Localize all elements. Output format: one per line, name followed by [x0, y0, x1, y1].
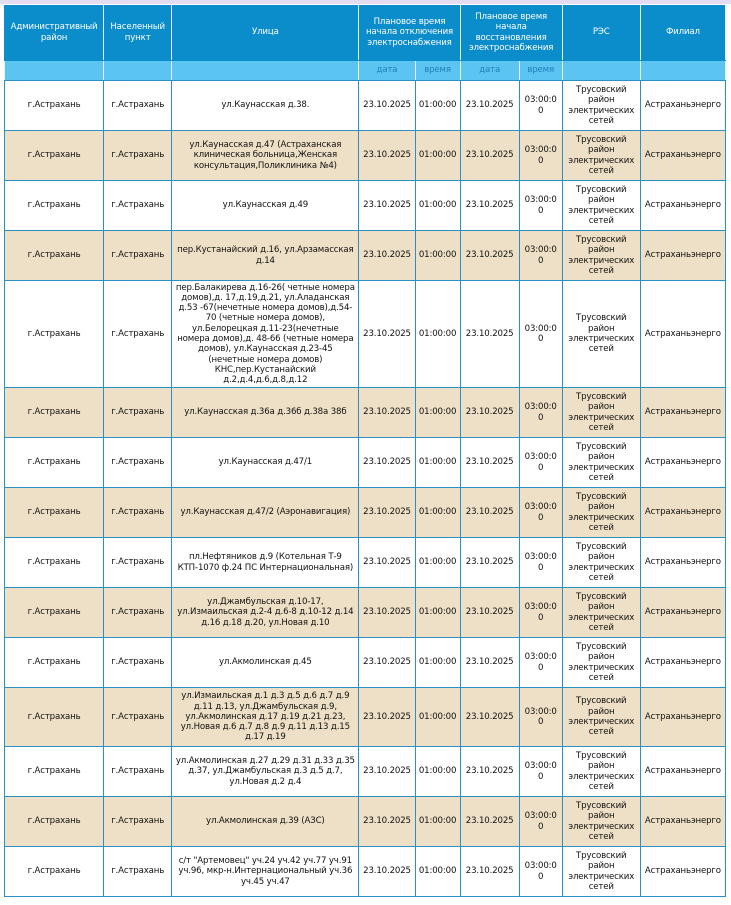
- cell-district: г.Астрахань: [5, 638, 104, 688]
- cell-restore-date: 23.10.2025: [460, 588, 519, 638]
- subheader-empty: [640, 61, 725, 81]
- cell-off-date: 23.10.2025: [359, 281, 415, 388]
- subheader-empty: [172, 61, 359, 81]
- cell-off-date: 23.10.2025: [359, 488, 415, 538]
- cell-district: г.Астрахань: [5, 797, 104, 847]
- cell-restore-time: 03:00:00: [519, 231, 562, 281]
- cell-branch: Астраханьэнерго: [640, 688, 725, 747]
- cell-off-date: 23.10.2025: [359, 231, 415, 281]
- cell-district: г.Астрахань: [5, 488, 104, 538]
- outage-schedule-table: [4, 4, 726, 897]
- cell-settlement: г.Астрахань: [104, 488, 172, 538]
- table-row: [5, 747, 726, 797]
- cell-restore-time: 03:00:00: [519, 747, 562, 797]
- cell-district: г.Астрахань: [5, 231, 104, 281]
- cell-street: ул.Каунасская д.36а д.36б д.38а 38б: [172, 388, 359, 438]
- cell-branch: Астраханьэнерго: [640, 797, 725, 847]
- cell-restore-date: 23.10.2025: [460, 388, 519, 438]
- table-row: [5, 231, 726, 281]
- table-row: [5, 488, 726, 538]
- cell-restore-date: 23.10.2025: [460, 231, 519, 281]
- cell-off-time: 01:00:00: [415, 588, 460, 638]
- cell-street: пер.Балакирева д.16-26( четные номера домов),д. 17,д.19,д.21, ул.Аладанская д.53 -67(нечетные номера домов),д.54-70 (четные номера домов), ул.Белорецкая д.11-23(нечетные номера домов),д. 48-66 (четные номера домов), ул.Каунасская д.23-45 (нечетные номера домов) КНС,пер.Кустанайский д.2,д.4,д.6,д.8,д.12: [172, 281, 359, 388]
- table-body: [5, 81, 726, 897]
- cell-restore-time: 03:00:00: [519, 638, 562, 688]
- cell-res: Трусовский район электрических сетей: [562, 797, 640, 847]
- cell-settlement: г.Астрахань: [104, 231, 172, 281]
- cell-off-time: 01:00:00: [415, 797, 460, 847]
- cell-res: Трусовский район электрических сетей: [562, 131, 640, 181]
- cell-street: ул.Джамбульская д.10-17, ул.Измаильская д.2-4 д.6-8 д.10-12 д.14 д.16 д.18 д.20, ул.Новая д.10: [172, 588, 359, 638]
- cell-res: Трусовский район электрических сетей: [562, 538, 640, 588]
- cell-restore-time: 03:00:00: [519, 131, 562, 181]
- cell-restore-date: 23.10.2025: [460, 688, 519, 747]
- cell-street: ул.Каунасская д.47/1: [172, 438, 359, 488]
- cell-street: ул.Каунасская д.38.: [172, 81, 359, 131]
- cell-off-time: 01:00:00: [415, 131, 460, 181]
- cell-off-date: 23.10.2025: [359, 538, 415, 588]
- header-district: Административный район: [5, 5, 104, 61]
- cell-restore-time: 03:00:00: [519, 688, 562, 747]
- cell-restore-time: 03:00:00: [519, 388, 562, 438]
- cell-branch: Астраханьэнерго: [640, 231, 725, 281]
- cell-settlement: г.Астрахань: [104, 688, 172, 747]
- cell-branch: Астраханьэнерго: [640, 847, 725, 897]
- cell-res: Трусовский район электрических сетей: [562, 847, 640, 897]
- cell-off-date: 23.10.2025: [359, 438, 415, 488]
- cell-branch: Астраханьэнерго: [640, 131, 725, 181]
- cell-district: г.Астрахань: [5, 538, 104, 588]
- cell-street: ул.Каунасская д.49: [172, 181, 359, 231]
- cell-district: г.Астрахань: [5, 438, 104, 488]
- cell-restore-date: 23.10.2025: [460, 638, 519, 688]
- cell-off-time: 01:00:00: [415, 638, 460, 688]
- cell-restore-date: 23.10.2025: [460, 847, 519, 897]
- cell-res: Трусовский район электрических сетей: [562, 488, 640, 538]
- table-row: [5, 438, 726, 488]
- cell-settlement: г.Астрахань: [104, 538, 172, 588]
- cell-restore-date: 23.10.2025: [460, 81, 519, 131]
- cell-res: Трусовский район электрических сетей: [562, 231, 640, 281]
- subheader-empty: [104, 61, 172, 81]
- table-row: [5, 847, 726, 897]
- cell-branch: Астраханьэнерго: [640, 181, 725, 231]
- cell-district: г.Астрахань: [5, 688, 104, 747]
- cell-street: пл.Нефтяников д.9 (Котельная Т-9 КТП-1070 ф.24 ПС Интернациональная): [172, 538, 359, 588]
- cell-off-date: 23.10.2025: [359, 797, 415, 847]
- cell-restore-time: 03:00:00: [519, 488, 562, 538]
- cell-restore-time: 03:00:00: [519, 797, 562, 847]
- subheader-empty: [5, 61, 104, 81]
- header-street: Улица: [172, 5, 359, 61]
- subheader-empty: [562, 61, 640, 81]
- cell-street: пер.Кустанайский д.16, ул.Арзамасская д.14: [172, 231, 359, 281]
- subheader-restore-date: дата: [460, 61, 519, 81]
- table-row: [5, 688, 726, 747]
- cell-restore-time: 03:00:00: [519, 81, 562, 131]
- cell-off-time: 01:00:00: [415, 438, 460, 488]
- cell-off-time: 01:00:00: [415, 688, 460, 747]
- cell-res: Трусовский район электрических сетей: [562, 81, 640, 131]
- table-row: [5, 81, 726, 131]
- cell-off-date: 23.10.2025: [359, 588, 415, 638]
- cell-res: Трусовский район электрических сетей: [562, 688, 640, 747]
- cell-restore-date: 23.10.2025: [460, 488, 519, 538]
- cell-off-date: 23.10.2025: [359, 847, 415, 897]
- cell-off-time: 01:00:00: [415, 538, 460, 588]
- cell-settlement: г.Астрахань: [104, 797, 172, 847]
- header-off-time: Плановое время начала отключения электроснабжения: [359, 5, 460, 61]
- cell-district: г.Астрахань: [5, 388, 104, 438]
- cell-settlement: г.Астрахань: [104, 281, 172, 388]
- cell-street: ул.Каунасская д.47 (Астраханская клиническая больница,Женская консультация,Поликлиника №4): [172, 131, 359, 181]
- subheader-off-time: время: [415, 61, 460, 81]
- cell-settlement: г.Астрахань: [104, 181, 172, 231]
- table-row: [5, 281, 726, 388]
- cell-off-time: 01:00:00: [415, 81, 460, 131]
- header-row: [5, 5, 726, 61]
- cell-street: ул.Акмолинская д.45: [172, 638, 359, 688]
- cell-restore-time: 03:00:00: [519, 281, 562, 388]
- cell-street: ул.Измаильская д.1 д.3 д.5 д.6 д.7 д.9 д.11 д.13, ул.Джамбульская д.9, ул.Акмолинская д.17 д.19 д.21 д.23, ул.Новая д.6 д.7 д.8 д.9 д.11 д.13 д.15 д.17 д.19: [172, 688, 359, 747]
- cell-off-time: 01:00:00: [415, 231, 460, 281]
- table-row: [5, 538, 726, 588]
- cell-off-time: 01:00:00: [415, 181, 460, 231]
- cell-restore-date: 23.10.2025: [460, 281, 519, 388]
- cell-restore-time: 03:00:00: [519, 181, 562, 231]
- cell-settlement: г.Астрахань: [104, 747, 172, 797]
- cell-district: г.Астрахань: [5, 131, 104, 181]
- cell-branch: Астраханьэнерго: [640, 388, 725, 438]
- table-row: [5, 388, 726, 438]
- cell-settlement: г.Астрахань: [104, 438, 172, 488]
- cell-restore-date: 23.10.2025: [460, 438, 519, 488]
- cell-restore-time: 03:00:00: [519, 847, 562, 897]
- cell-restore-time: 03:00:00: [519, 538, 562, 588]
- subheader-restore-time: время: [519, 61, 562, 81]
- cell-off-date: 23.10.2025: [359, 81, 415, 131]
- subheader-off-date: дата: [359, 61, 415, 81]
- cell-res: Трусовский район электрических сетей: [562, 747, 640, 797]
- table-row: [5, 181, 726, 231]
- cell-off-date: 23.10.2025: [359, 131, 415, 181]
- header-res: РЭС: [562, 5, 640, 61]
- cell-restore-date: 23.10.2025: [460, 181, 519, 231]
- table-row: [5, 131, 726, 181]
- cell-off-time: 01:00:00: [415, 388, 460, 438]
- cell-res: Трусовский район электрических сетей: [562, 181, 640, 231]
- cell-restore-date: 23.10.2025: [460, 747, 519, 797]
- header-restore-time: Плановое время начала восстановления электроснабжения: [460, 5, 562, 61]
- cell-settlement: г.Астрахань: [104, 131, 172, 181]
- cell-restore-time: 03:00:00: [519, 588, 562, 638]
- cell-street: ул.Акмолинская д.39 (АЗС): [172, 797, 359, 847]
- cell-res: Трусовский район электрических сетей: [562, 588, 640, 638]
- cell-district: г.Астрахань: [5, 747, 104, 797]
- cell-branch: Астраханьэнерго: [640, 747, 725, 797]
- cell-settlement: г.Астрахань: [104, 388, 172, 438]
- cell-res: Трусовский район электрических сетей: [562, 388, 640, 438]
- cell-branch: Астраханьэнерго: [640, 588, 725, 638]
- cell-district: г.Астрахань: [5, 588, 104, 638]
- cell-branch: Астраханьэнерго: [640, 438, 725, 488]
- cell-branch: Астраханьэнерго: [640, 81, 725, 131]
- cell-street: ул.Каунасская д.47/2 (Аэронавигация): [172, 488, 359, 538]
- cell-branch: Астраханьэнерго: [640, 638, 725, 688]
- cell-settlement: г.Астрахань: [104, 588, 172, 638]
- header-branch: Филиал: [640, 5, 725, 61]
- cell-restore-date: 23.10.2025: [460, 538, 519, 588]
- header-settlement: Населенный пункт: [104, 5, 172, 61]
- cell-res: Трусовский район электрических сетей: [562, 438, 640, 488]
- cell-settlement: г.Астрахань: [104, 847, 172, 897]
- cell-res: Трусовский район электрических сетей: [562, 638, 640, 688]
- cell-off-time: 01:00:00: [415, 281, 460, 388]
- cell-settlement: г.Астрахань: [104, 81, 172, 131]
- cell-off-time: 01:00:00: [415, 747, 460, 797]
- cell-settlement: г.Астрахань: [104, 638, 172, 688]
- cell-district: г.Астрахань: [5, 847, 104, 897]
- cell-off-date: 23.10.2025: [359, 638, 415, 688]
- cell-off-time: 01:00:00: [415, 847, 460, 897]
- cell-off-date: 23.10.2025: [359, 388, 415, 438]
- cell-district: г.Астрахань: [5, 281, 104, 388]
- cell-off-date: 23.10.2025: [359, 181, 415, 231]
- cell-off-time: 01:00:00: [415, 488, 460, 538]
- cell-restore-date: 23.10.2025: [460, 131, 519, 181]
- cell-off-date: 23.10.2025: [359, 747, 415, 797]
- cell-branch: Астраханьэнерго: [640, 538, 725, 588]
- cell-restore-time: 03:00:00: [519, 438, 562, 488]
- cell-branch: Астраханьэнерго: [640, 488, 725, 538]
- cell-street: ул.Акмолинская д.27 д.29 д.31 д.33 д.35 д.37, ул.Джамбульская д.3 д.5 д.7, ул.Новая д.2 д.4: [172, 747, 359, 797]
- cell-off-date: 23.10.2025: [359, 688, 415, 747]
- table-row: [5, 588, 726, 638]
- subheader-row: [5, 61, 726, 81]
- cell-district: г.Астрахань: [5, 81, 104, 131]
- table-row: [5, 638, 726, 688]
- cell-street: с/т "Артемовец" уч.24 уч.42 уч.77 уч.91 уч.96, мкр-н.Интернациональный уч.36 уч.45 уч.47: [172, 847, 359, 897]
- cell-restore-date: 23.10.2025: [460, 797, 519, 847]
- cell-res: Трусовский район электрических сетей: [562, 281, 640, 388]
- cell-branch: Астраханьэнерго: [640, 281, 725, 388]
- cell-district: г.Астрахань: [5, 181, 104, 231]
- table-row: [5, 797, 726, 847]
